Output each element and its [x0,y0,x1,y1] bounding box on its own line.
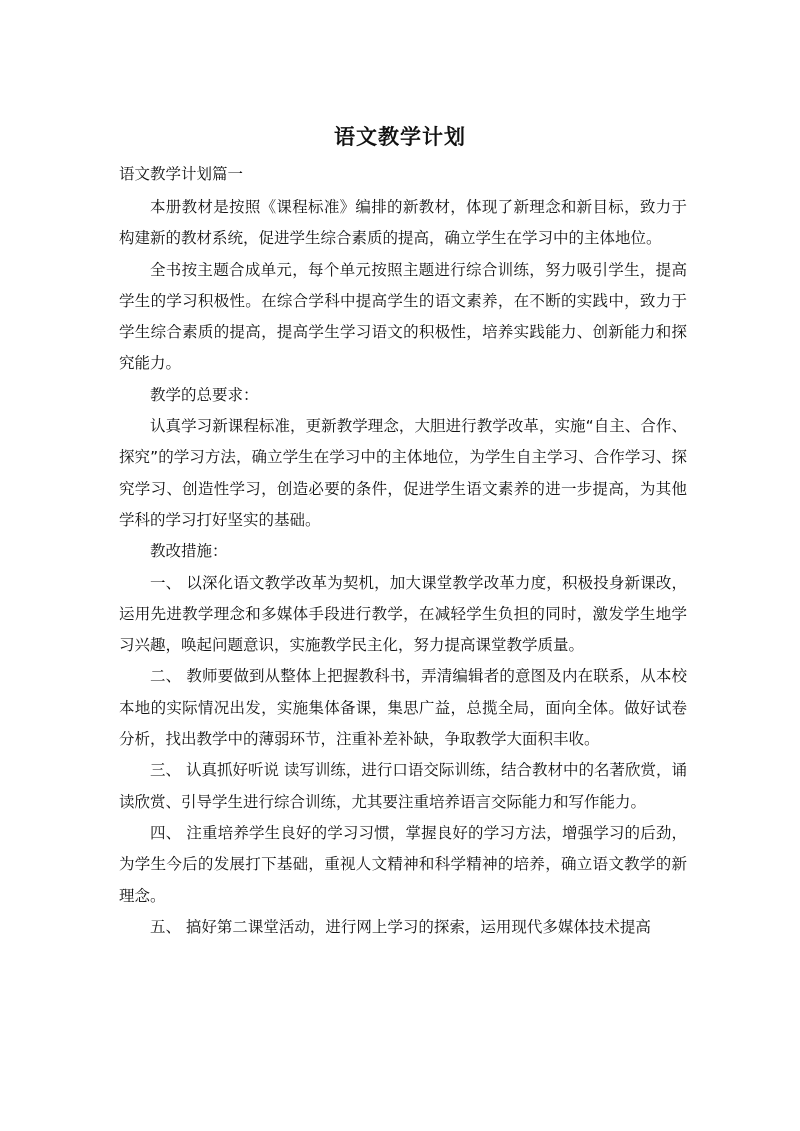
document-title: 语文教学计划 [334,125,466,149]
heading-reform-measures: 教改措施： [150,542,228,561]
measure-item-4: 四、 注重培养学生良好的学习习惯，掌握良好的学习方法，增强学习的后劲，为学生今后的发展打下基础，重视人文精神和科学精神的培养，确立语文教学的新理念。 [119,823,687,905]
paragraph-requirements: 认真学习新课程标准，更新教学理念，大胆进行教学改革，实施“自主、合作、探究”的学习方法，确立学生在学习中的主体地位，为学生自主学习、合作学习、探究学习、创造性学习，创造必要的条件，促进学生语文素养的进一步提高，为其他学科的学习打好坚实的基础。 [119,417,687,529]
paragraph-intro: 本册教材是按照《课程标准》编排的新教材，体现了新理念和新目标，致力于构建新的教材系统，促进学生综合素质的提高，确立学生在学习中的主体地位。 [119,198,687,248]
measure-item-1: 一、 以深化语文教学改革为契机，加大课堂教学改革力度，积极投身新课改，运用先进教学理念和多媒体手段进行教学，在减轻学生负担的同时，激发学生地学习兴趣，唤起问题意识，实施教学民主化，努力提高课堂教学质量。 [119,573,687,655]
document-body [119,192,687,943]
measure-item-5: 五、 搞好第二课堂活动，进行网上学习的探索，运用现代多媒体技术提高 [150,917,651,936]
measure-item-2: 二、 教师要做到从整体上把握教科书，弄清编辑者的意图及内在联系，从本校本地的实际情况出发，实施集体备课，集思广益，总揽全局，面向全体。做好试卷分析，找出教学中的薄弱环节，注重补差补缺，争取教学大面积丰收。 [119,667,687,749]
measure-item-3: 三、 认真抓好听说 读写训练，进行口语交际训练，结合教材中的名著欣赏，诵读欣赏、引导学生进行综合训练，尤其要注重培养语言交际能力和写作能力。 [119,761,687,811]
heading-general-requirements: 教学的总要求： [150,385,259,404]
paragraph-units: 全书按主题合成单元，每个单元按照主题进行综合训练，努力吸引学生，提高学生的学习积极性。在综合学科中提高学生的语文素养，在不断的实践中，致力于学生综合素质的提高，提高学生学习语文的积极性，培养实践能力、创新能力和探究能力。 [119,260,687,373]
document-subtitle: 语文教学计划篇一 [119,165,244,183]
